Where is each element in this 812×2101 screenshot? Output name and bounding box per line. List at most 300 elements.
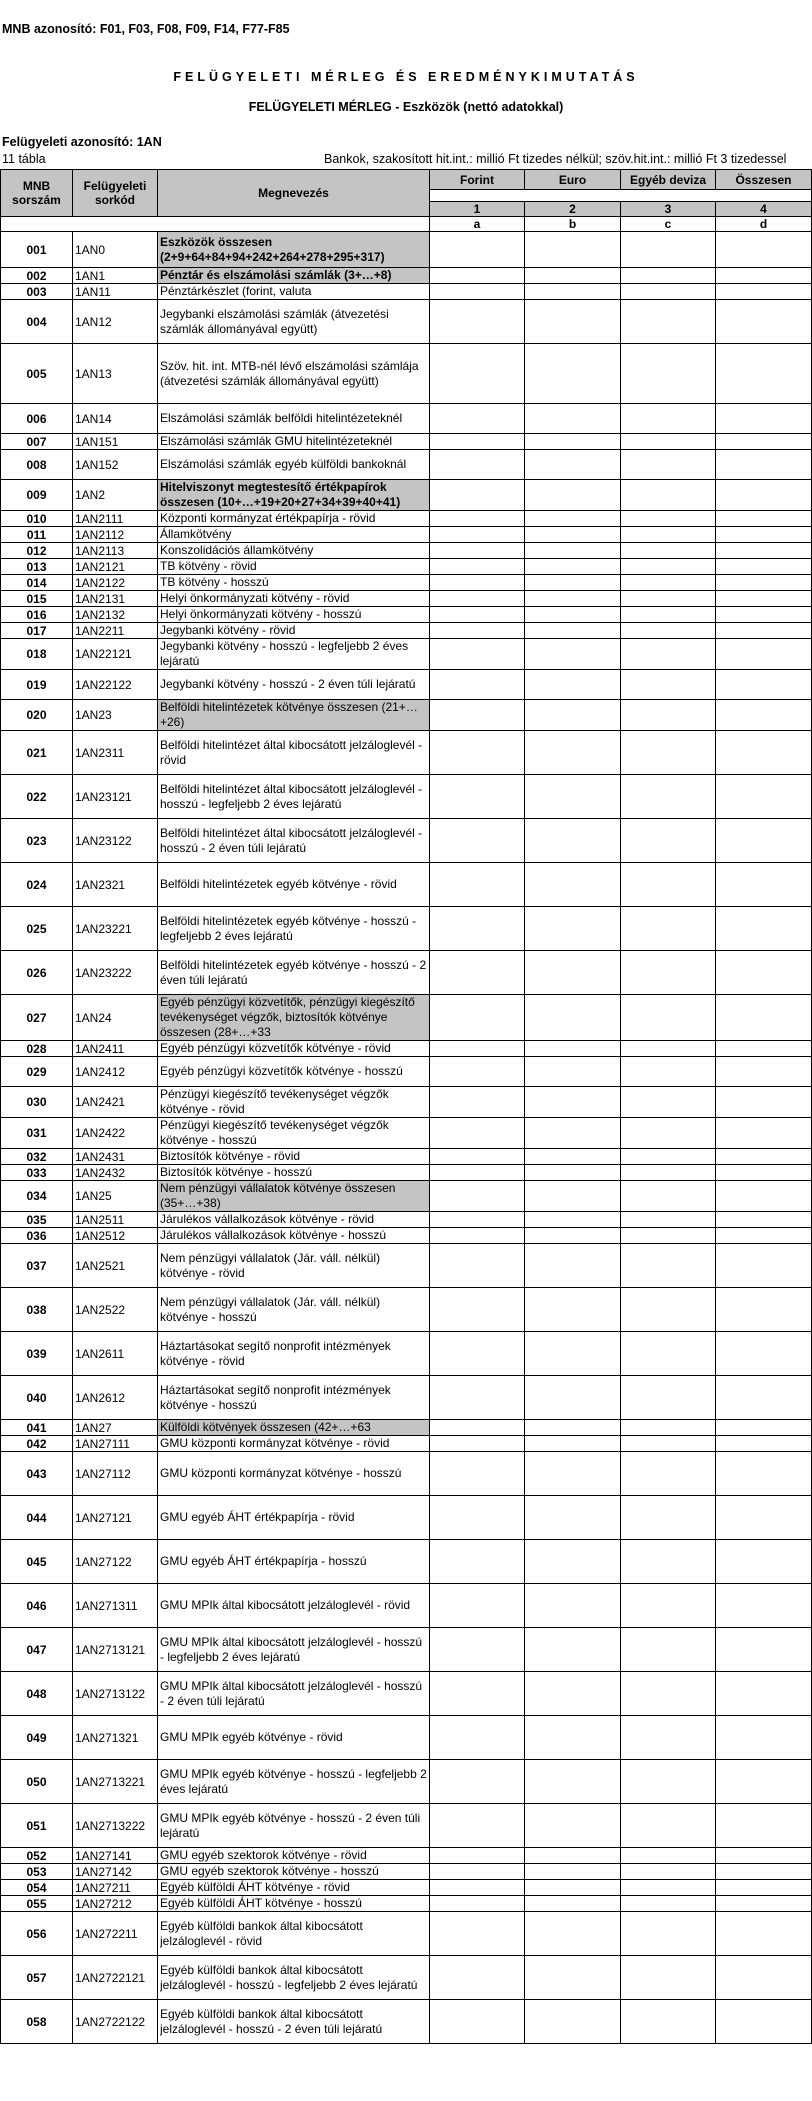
row-sorkod: 1AN23221	[73, 907, 158, 951]
value-cell-osszesen[interactable]	[716, 543, 812, 559]
value-cell-egyeb-deviza[interactable]	[621, 1118, 716, 1149]
row-megnevezes	[158, 300, 430, 344]
value-cell-euro[interactable]	[525, 1041, 621, 1057]
value-cell-osszesen[interactable]	[716, 1584, 812, 1628]
value-cell-egyeb-deviza[interactable]	[621, 1760, 716, 1804]
value-cell-egyeb-deviza[interactable]	[621, 300, 716, 344]
value-cell-euro[interactable]	[525, 575, 621, 591]
value-cell-euro[interactable]	[525, 1452, 621, 1496]
row-sorszam: 030	[1, 1087, 73, 1118]
value-cell-egyeb-deviza[interactable]	[621, 1880, 716, 1896]
value-cell-forint[interactable]	[430, 232, 525, 268]
table-row	[1, 1672, 812, 1716]
value-cell-egyeb-deviza[interactable]	[621, 1087, 716, 1118]
value-cell-osszesen[interactable]	[716, 863, 812, 907]
row-sorkod: 1AN23222	[73, 951, 158, 995]
value-cell-euro[interactable]	[525, 1087, 621, 1118]
value-cell-egyeb-deviza[interactable]	[621, 1165, 716, 1181]
value-cell-egyeb-deviza[interactable]	[621, 404, 716, 434]
value-cell-euro[interactable]	[525, 1584, 621, 1628]
value-cell-osszesen[interactable]	[716, 480, 812, 511]
value-cell-osszesen[interactable]	[716, 1716, 812, 1760]
value-cell-egyeb-deviza[interactable]	[621, 527, 716, 543]
value-cell-forint[interactable]	[430, 1376, 525, 1420]
row-sorszam: 039	[1, 1332, 73, 1376]
value-cell-osszesen[interactable]	[716, 1436, 812, 1452]
value-cell-forint[interactable]	[430, 344, 525, 404]
value-cell-osszesen[interactable]	[716, 1057, 812, 1087]
value-cell-euro[interactable]	[525, 775, 621, 819]
value-cell-egyeb-deviza[interactable]	[621, 700, 716, 731]
value-cell-osszesen[interactable]	[716, 284, 812, 300]
value-cell-egyeb-deviza[interactable]	[621, 670, 716, 700]
value-cell-egyeb-deviza[interactable]	[621, 819, 716, 863]
row-sorszam: 028	[1, 1041, 73, 1057]
value-cell-forint[interactable]	[430, 1420, 525, 1436]
value-cell-egyeb-deviza[interactable]	[621, 1376, 716, 1420]
value-cell-osszesen[interactable]	[716, 1228, 812, 1244]
value-cell-forint[interactable]	[430, 863, 525, 907]
value-cell-egyeb-deviza[interactable]	[621, 344, 716, 404]
value-cell-forint[interactable]	[430, 1864, 525, 1880]
value-cell-forint[interactable]	[430, 268, 525, 284]
value-cell-osszesen[interactable]	[716, 775, 812, 819]
value-cell-euro[interactable]	[525, 1804, 621, 1848]
value-cell-forint[interactable]	[430, 1436, 525, 1452]
value-cell-egyeb-deviza[interactable]	[621, 1804, 716, 1848]
value-cell-forint[interactable]	[430, 1244, 525, 1288]
value-cell-forint[interactable]	[430, 1452, 525, 1496]
value-cell-egyeb-deviza[interactable]	[621, 1912, 716, 1956]
row-sorszam: 034	[1, 1181, 73, 1212]
value-cell-osszesen[interactable]	[716, 1880, 812, 1896]
value-cell-forint[interactable]	[430, 1628, 525, 1672]
value-cell-forint[interactable]	[430, 819, 525, 863]
value-cell-egyeb-deviza[interactable]	[621, 511, 716, 527]
value-cell-osszesen[interactable]	[716, 1181, 812, 1212]
row-sorszam: 027	[1, 995, 73, 1041]
value-cell-euro[interactable]	[525, 450, 621, 480]
value-cell-euro[interactable]	[525, 1912, 621, 1956]
value-cell-euro[interactable]	[525, 1332, 621, 1376]
value-cell-forint[interactable]	[430, 1896, 525, 1912]
value-cell-egyeb-deviza[interactable]	[621, 284, 716, 300]
value-cell-egyeb-deviza[interactable]	[621, 1332, 716, 1376]
value-cell-osszesen[interactable]	[716, 404, 812, 434]
value-cell-osszesen[interactable]	[716, 607, 812, 623]
value-cell-euro[interactable]	[525, 700, 621, 731]
value-cell-egyeb-deviza[interactable]	[621, 591, 716, 607]
row-sorkod: 1AN2	[73, 480, 158, 511]
value-cell-osszesen[interactable]	[716, 300, 812, 344]
value-cell-osszesen[interactable]	[716, 1244, 812, 1288]
value-cell-osszesen[interactable]	[716, 951, 812, 995]
row-sorkod: 1AN2612	[73, 1376, 158, 1420]
value-cell-egyeb-deviza[interactable]	[621, 1496, 716, 1540]
value-cell-forint[interactable]	[430, 1165, 525, 1181]
value-cell-egyeb-deviza[interactable]	[621, 1041, 716, 1057]
value-cell-forint[interactable]	[430, 527, 525, 543]
value-cell-forint[interactable]	[430, 1212, 525, 1228]
table-row	[1, 1228, 812, 1244]
row-sorszam: 005	[1, 344, 73, 404]
value-cell-euro[interactable]	[525, 1376, 621, 1420]
value-cell-osszesen[interactable]	[716, 511, 812, 527]
value-cell-forint[interactable]	[430, 1332, 525, 1376]
value-cell-osszesen[interactable]	[716, 232, 812, 268]
value-cell-forint[interactable]	[430, 1496, 525, 1540]
header-letter-spacer	[1, 217, 430, 232]
row-megnevezes-text: Szöv. hit. int. MTB-nél lévő elszámolási számlája (átvezetési számlák állományával együtt)	[160, 358, 419, 388]
value-cell-osszesen[interactable]	[716, 575, 812, 591]
value-cell-euro[interactable]	[525, 863, 621, 907]
value-cell-forint[interactable]	[430, 1087, 525, 1118]
value-cell-egyeb-deviza[interactable]	[621, 1244, 716, 1288]
value-cell-forint[interactable]	[430, 434, 525, 450]
row-megnevezes	[158, 1165, 430, 1181]
value-cell-euro[interactable]	[525, 1420, 621, 1436]
row-sorkod: 1AN2113	[73, 543, 158, 559]
value-cell-forint[interactable]	[430, 1584, 525, 1628]
value-cell-egyeb-deviza[interactable]	[621, 731, 716, 775]
value-cell-osszesen[interactable]	[716, 344, 812, 404]
value-cell-euro[interactable]	[525, 511, 621, 527]
value-cell-osszesen[interactable]	[716, 1628, 812, 1672]
value-cell-euro[interactable]	[525, 1628, 621, 1672]
row-sorkod: 1AN2411	[73, 1041, 158, 1057]
value-cell-euro[interactable]	[525, 1436, 621, 1452]
value-cell-egyeb-deviza[interactable]	[621, 639, 716, 670]
value-cell-euro[interactable]	[525, 1956, 621, 2000]
row-sorkod: 1AN2311	[73, 731, 158, 775]
value-cell-euro[interactable]	[525, 527, 621, 543]
value-cell-egyeb-deviza[interactable]	[621, 559, 716, 575]
row-megnevezes	[158, 1436, 430, 1452]
value-cell-egyeb-deviza[interactable]	[621, 1584, 716, 1628]
value-cell-forint[interactable]	[430, 480, 525, 511]
value-cell-osszesen[interactable]	[716, 527, 812, 543]
value-cell-euro[interactable]	[525, 434, 621, 450]
value-cell-forint[interactable]	[430, 511, 525, 527]
value-cell-egyeb-deviza[interactable]	[621, 1452, 716, 1496]
value-cell-osszesen[interactable]	[716, 434, 812, 450]
value-cell-osszesen[interactable]	[716, 1760, 812, 1804]
value-cell-egyeb-deviza[interactable]	[621, 1212, 716, 1228]
value-cell-euro[interactable]	[525, 480, 621, 511]
value-cell-forint[interactable]	[430, 607, 525, 623]
value-cell-osszesen[interactable]	[716, 1452, 812, 1496]
value-cell-egyeb-deviza[interactable]	[621, 268, 716, 284]
row-megnevezes-text: Elszámolási számlák egyéb külföldi bankoknál	[160, 457, 407, 471]
value-cell-forint[interactable]	[430, 1880, 525, 1896]
value-cell-osszesen[interactable]	[716, 1332, 812, 1376]
value-cell-osszesen[interactable]	[716, 995, 812, 1041]
value-cell-osszesen[interactable]	[716, 1540, 812, 1584]
value-cell-osszesen[interactable]	[716, 1288, 812, 1332]
row-megnevezes-text: Nem pénzügyi vállalatok (Jár. váll. nélkül) kötvénye - rövid	[160, 1250, 381, 1280]
table-row	[1, 1452, 812, 1496]
value-cell-egyeb-deviza[interactable]	[621, 623, 716, 639]
row-megnevezes	[158, 775, 430, 819]
value-cell-egyeb-deviza[interactable]	[621, 863, 716, 907]
table-row	[1, 607, 812, 623]
value-cell-osszesen[interactable]	[716, 1804, 812, 1848]
value-cell-osszesen[interactable]	[716, 1956, 812, 2000]
value-cell-forint[interactable]	[430, 559, 525, 575]
value-cell-osszesen[interactable]	[716, 1896, 812, 1912]
value-cell-forint[interactable]	[430, 700, 525, 731]
row-megnevezes-text: GMU egyéb szektorok kötvénye - hosszú	[160, 1864, 379, 1878]
value-cell-forint[interactable]	[430, 995, 525, 1041]
value-cell-osszesen[interactable]	[716, 591, 812, 607]
value-cell-euro[interactable]	[525, 1880, 621, 1896]
value-cell-euro[interactable]	[525, 1848, 621, 1864]
value-cell-egyeb-deviza[interactable]	[621, 480, 716, 511]
value-cell-osszesen[interactable]	[716, 450, 812, 480]
value-cell-osszesen[interactable]	[716, 670, 812, 700]
value-cell-osszesen[interactable]	[716, 1376, 812, 1420]
row-megnevezes	[158, 639, 430, 670]
value-cell-euro[interactable]	[525, 1496, 621, 1540]
value-cell-euro[interactable]	[525, 404, 621, 434]
row-megnevezes-text: Pénzügyi kiegészítő tevékenységet végzők kötvénye - hosszú	[160, 1118, 389, 1147]
value-cell-forint[interactable]	[430, 450, 525, 480]
value-cell-osszesen[interactable]	[716, 1118, 812, 1149]
value-cell-euro[interactable]	[525, 232, 621, 268]
value-cell-euro[interactable]	[525, 1716, 621, 1760]
value-cell-forint[interactable]	[430, 1041, 525, 1057]
value-cell-osszesen[interactable]	[716, 1864, 812, 1880]
row-sorkod: 1AN2432	[73, 1165, 158, 1181]
value-cell-euro[interactable]	[525, 543, 621, 559]
row-sorszam: 052	[1, 1848, 73, 1864]
table-number: 11 tábla	[2, 152, 46, 166]
value-cell-egyeb-deviza[interactable]	[621, 434, 716, 450]
row-megnevezes-text: GMU egyéb szektorok kötvénye - rövid	[160, 1848, 367, 1862]
value-cell-forint[interactable]	[430, 951, 525, 995]
value-cell-osszesen[interactable]	[716, 559, 812, 575]
row-sorkod: 1AN1	[73, 268, 158, 284]
row-sorkod: 1AN14	[73, 404, 158, 434]
value-cell-forint[interactable]	[430, 543, 525, 559]
value-cell-euro[interactable]	[525, 819, 621, 863]
value-cell-osszesen[interactable]	[716, 623, 812, 639]
value-cell-euro[interactable]	[525, 1672, 621, 1716]
value-cell-euro[interactable]	[525, 1165, 621, 1181]
row-megnevezes	[158, 1896, 430, 1912]
value-cell-egyeb-deviza[interactable]	[621, 1672, 716, 1716]
value-cell-egyeb-deviza[interactable]	[621, 775, 716, 819]
value-cell-forint[interactable]	[430, 623, 525, 639]
value-cell-forint[interactable]	[430, 575, 525, 591]
value-cell-euro[interactable]	[525, 1896, 621, 1912]
row-megnevezes-text: Belföldi hitelintézetek egyéb kötvénye - rövid	[160, 877, 397, 891]
value-cell-forint[interactable]	[430, 1540, 525, 1584]
value-cell-egyeb-deviza[interactable]	[621, 607, 716, 623]
value-cell-egyeb-deviza[interactable]	[621, 1864, 716, 1880]
row-sorszam: 051	[1, 1804, 73, 1848]
table-row	[1, 1244, 812, 1288]
value-cell-euro[interactable]	[525, 344, 621, 404]
value-cell-forint[interactable]	[430, 1804, 525, 1848]
value-cell-euro[interactable]	[525, 951, 621, 995]
value-cell-forint[interactable]	[430, 1118, 525, 1149]
value-cell-egyeb-deviza[interactable]	[621, 907, 716, 951]
value-cell-euro[interactable]	[525, 1118, 621, 1149]
row-megnevezes	[158, 1760, 430, 1804]
value-cell-euro[interactable]	[525, 591, 621, 607]
value-cell-euro[interactable]	[525, 1212, 621, 1228]
value-cell-osszesen[interactable]	[716, 1848, 812, 1864]
value-cell-osszesen[interactable]	[716, 1212, 812, 1228]
value-cell-osszesen[interactable]	[716, 1420, 812, 1436]
value-cell-osszesen[interactable]	[716, 1087, 812, 1118]
row-megnevezes-text: Egyéb külföldi bankok által kibocsátott jelzáloglevél - hosszú - legfeljebb 2 éves lejáratú	[160, 1962, 418, 1992]
value-cell-osszesen[interactable]	[716, 1041, 812, 1057]
value-cell-egyeb-deviza[interactable]	[621, 1057, 716, 1087]
value-cell-egyeb-deviza[interactable]	[621, 232, 716, 268]
value-cell-forint[interactable]	[430, 1057, 525, 1087]
value-cell-osszesen[interactable]	[716, 268, 812, 284]
value-cell-forint[interactable]	[430, 1288, 525, 1332]
value-cell-euro[interactable]	[525, 1181, 621, 1212]
value-cell-euro[interactable]	[525, 1288, 621, 1332]
value-cell-euro[interactable]	[525, 284, 621, 300]
value-cell-osszesen[interactable]	[716, 639, 812, 670]
row-megnevezes-text: Egyéb pénzügyi közvetítők kötvénye - hosszú	[160, 1064, 403, 1078]
value-cell-forint[interactable]	[430, 1716, 525, 1760]
value-cell-euro[interactable]	[525, 1760, 621, 1804]
value-cell-egyeb-deviza[interactable]	[621, 450, 716, 480]
value-cell-osszesen[interactable]	[716, 1672, 812, 1716]
value-cell-euro[interactable]	[525, 268, 621, 284]
value-cell-egyeb-deviza[interactable]	[621, 1181, 716, 1212]
value-cell-egyeb-deviza[interactable]	[621, 1956, 716, 2000]
value-cell-euro[interactable]	[525, 607, 621, 623]
value-cell-forint[interactable]	[430, 1181, 525, 1212]
value-cell-euro[interactable]	[525, 639, 621, 670]
table-row	[1, 284, 812, 300]
row-megnevezes-text: Járulékos vállalkozások kötvénye - hosszú	[160, 1228, 387, 1242]
row-sorszam: 018	[1, 639, 73, 670]
value-cell-forint[interactable]	[430, 1848, 525, 1864]
value-cell-euro[interactable]	[525, 1540, 621, 1584]
value-cell-osszesen[interactable]	[716, 1912, 812, 1956]
value-cell-egyeb-deviza[interactable]	[621, 1228, 716, 1244]
value-cell-osszesen[interactable]	[716, 1149, 812, 1165]
value-cell-osszesen[interactable]	[716, 731, 812, 775]
row-megnevezes	[158, 511, 430, 527]
value-cell-euro[interactable]	[525, 907, 621, 951]
table-row	[1, 907, 812, 951]
value-cell-euro[interactable]	[525, 1057, 621, 1087]
value-cell-forint[interactable]	[430, 1228, 525, 1244]
value-cell-forint[interactable]	[430, 1956, 525, 2000]
value-cell-forint[interactable]	[430, 1912, 525, 1956]
value-cell-forint[interactable]	[430, 284, 525, 300]
value-cell-euro[interactable]	[525, 623, 621, 639]
value-cell-osszesen[interactable]	[716, 907, 812, 951]
value-cell-euro[interactable]	[525, 1864, 621, 1880]
table-row	[1, 1716, 812, 1760]
value-cell-osszesen[interactable]	[716, 2000, 812, 2044]
table-row	[1, 1057, 812, 1087]
table-row	[1, 1896, 812, 1912]
row-megnevezes-text: Jegybanki elszámolási számlák (átvezetési számlák állományával együtt)	[160, 306, 389, 336]
table-row	[1, 1288, 812, 1332]
value-cell-forint[interactable]	[430, 639, 525, 670]
row-megnevezes-text: Belföldi hitelintézet által kibocsátott jelzáloglevél - hosszú - legfeljebb 2 éves lejáratú	[160, 781, 423, 811]
value-cell-egyeb-deviza[interactable]	[621, 1628, 716, 1672]
value-cell-forint[interactable]	[430, 2000, 525, 2044]
row-megnevezes-text: GMU egyéb ÁHT értékpapírja - hosszú	[160, 1554, 367, 1568]
value-cell-egyeb-deviza[interactable]	[621, 1149, 716, 1165]
value-cell-egyeb-deviza[interactable]	[621, 1288, 716, 1332]
row-sorszam: 032	[1, 1149, 73, 1165]
table-row	[1, 1149, 812, 1165]
value-cell-forint[interactable]	[430, 670, 525, 700]
value-cell-egyeb-deviza[interactable]	[621, 1896, 716, 1912]
column-number: 4	[716, 202, 812, 217]
value-cell-egyeb-deviza[interactable]	[621, 995, 716, 1041]
value-cell-euro[interactable]	[525, 1244, 621, 1288]
value-cell-egyeb-deviza[interactable]	[621, 543, 716, 559]
value-cell-forint[interactable]	[430, 907, 525, 951]
row-megnevezes-text: GMU MPIk által kibocsátott jelzáloglevél - hosszú - 2 éven túli lejáratú	[160, 1678, 423, 1708]
value-cell-forint[interactable]	[430, 404, 525, 434]
value-cell-euro[interactable]	[525, 731, 621, 775]
value-cell-egyeb-deviza[interactable]	[621, 1540, 716, 1584]
column-number: 2	[525, 202, 621, 217]
column-letter: d	[716, 217, 812, 232]
row-megnevezes	[158, 1584, 430, 1628]
value-cell-osszesen[interactable]	[716, 819, 812, 863]
value-cell-egyeb-deviza[interactable]	[621, 575, 716, 591]
row-sorkod: 1AN272211	[73, 1912, 158, 1956]
table-row	[1, 775, 812, 819]
value-cell-osszesen[interactable]	[716, 1496, 812, 1540]
value-cell-euro[interactable]	[525, 1228, 621, 1244]
row-sorkod: 1AN2131	[73, 591, 158, 607]
value-cell-egyeb-deviza[interactable]	[621, 1848, 716, 1864]
value-cell-forint[interactable]	[430, 731, 525, 775]
row-megnevezes-text: Biztosítók kötvénye - rövid	[160, 1149, 301, 1163]
value-cell-forint[interactable]	[430, 300, 525, 344]
value-cell-forint[interactable]	[430, 591, 525, 607]
row-sorszam: 023	[1, 819, 73, 863]
value-cell-egyeb-deviza[interactable]	[621, 2000, 716, 2044]
row-sorkod: 1AN23122	[73, 819, 158, 863]
value-cell-forint[interactable]	[430, 1149, 525, 1165]
value-cell-euro[interactable]	[525, 2000, 621, 2044]
table-row	[1, 819, 812, 863]
value-cell-egyeb-deviza[interactable]	[621, 951, 716, 995]
value-cell-egyeb-deviza[interactable]	[621, 1420, 716, 1436]
value-cell-euro[interactable]	[525, 300, 621, 344]
value-cell-forint[interactable]	[430, 775, 525, 819]
value-cell-egyeb-deviza[interactable]	[621, 1716, 716, 1760]
value-cell-forint[interactable]	[430, 1760, 525, 1804]
value-cell-euro[interactable]	[525, 1149, 621, 1165]
value-cell-forint[interactable]	[430, 1672, 525, 1716]
value-cell-egyeb-deviza[interactable]	[621, 1436, 716, 1452]
value-cell-osszesen[interactable]	[716, 700, 812, 731]
value-cell-euro[interactable]	[525, 559, 621, 575]
value-cell-osszesen[interactable]	[716, 1165, 812, 1181]
value-cell-euro[interactable]	[525, 670, 621, 700]
row-megnevezes-text: GMU MPIk egyéb kötvénye - rövid	[160, 1730, 343, 1744]
value-cell-euro[interactable]	[525, 995, 621, 1041]
